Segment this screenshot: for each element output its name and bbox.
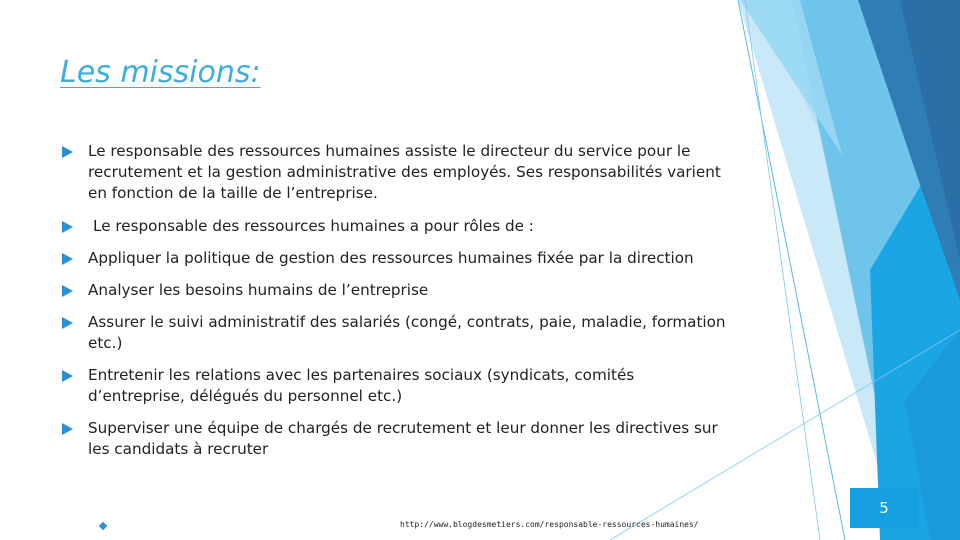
list-item-text: Entretenir les relations avec les partenaires sociaux (syndicats, comités d’entreprise, délégués du personnel etc.) bbox=[88, 366, 635, 405]
triangle-bullet-icon bbox=[62, 423, 73, 435]
list-item bbox=[62, 365, 732, 407]
list-item-text: Analyser les besoins humains de l’entreprise bbox=[88, 281, 429, 299]
triangle-bullet-icon bbox=[62, 285, 73, 297]
list-item bbox=[62, 248, 732, 269]
triangle-bullet-icon bbox=[62, 253, 73, 265]
list-item bbox=[62, 280, 732, 301]
list-item-text: Superviser une équipe de chargés de recrutement et leur donner les directives sur les candidats à recruter bbox=[88, 419, 718, 458]
triangle-bullet-icon bbox=[62, 221, 73, 233]
list-item bbox=[62, 418, 732, 460]
slide-title: Les missions: bbox=[60, 55, 261, 90]
triangle-bullet-icon bbox=[62, 370, 73, 382]
list-item bbox=[62, 216, 732, 237]
triangle-bullet-icon bbox=[62, 317, 73, 329]
page-number: 5 bbox=[850, 488, 918, 528]
list-item-text: Appliquer la politique de gestion des ressources humaines fixée par la direction bbox=[88, 249, 694, 267]
list-item-text: Assurer le suivi administratif des salariés (congé, contrats, paie, maladie, formation etc.) bbox=[88, 313, 726, 352]
list-item bbox=[62, 312, 732, 354]
list-item-text: Le responsable des ressources humaines assiste le directeur du service pour le recrutement et la gestion administrative des employés. Ses responsabilités varient en fonction de la taille de l’entreprise. bbox=[88, 142, 721, 202]
bullet-list bbox=[62, 141, 732, 460]
list-item-text: Le responsable des ressources humaines a pour rôles de : bbox=[93, 217, 534, 235]
footer-url-link[interactable]: http://www.blogdesmetiers.com/responsable-ressources-humaines/ bbox=[400, 520, 699, 529]
list-item bbox=[62, 141, 732, 204]
triangle-bullet-icon bbox=[62, 146, 73, 158]
